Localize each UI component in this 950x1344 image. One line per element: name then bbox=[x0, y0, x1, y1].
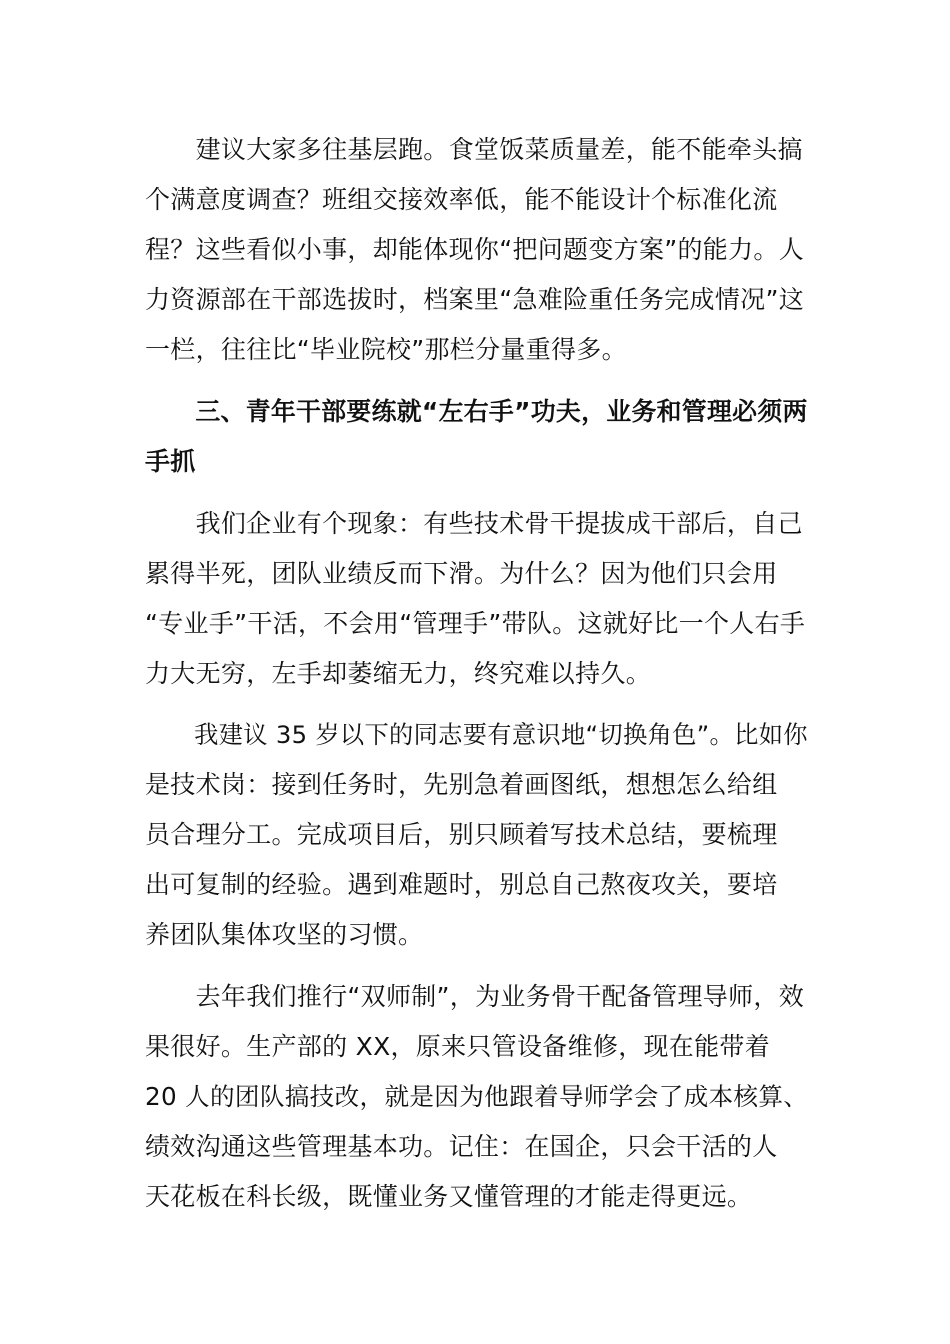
paragraph-2-line-2: 累得半死，团队业绩反而下滑。为什么？因为他们只会用 bbox=[145, 559, 778, 588]
paragraph-4-line-3: 20 人的团队搞技改，就是因为他跟着导师学会了成本核算、 bbox=[145, 1082, 809, 1111]
paragraph-3-line-5: 养团队集体攻坚的习惯。 bbox=[145, 920, 424, 949]
paragraph-2-line-3: “专业手”干活，不会用“管理手”带队。这就好比一个人右手 bbox=[145, 609, 806, 638]
paragraph-4-line-2: 果很好。生产部的 XX，原来只管设备维修，现在能带着 bbox=[145, 1032, 771, 1061]
paragraph-1-line-1: 建议大家多往基层跑。食堂饭菜质量差，能不能牵头搞 bbox=[145, 135, 803, 164]
paragraph-1-line-5: 一栏，往往比“毕业院校”那栏分量重得多。 bbox=[145, 335, 627, 364]
paragraph-4-line-4: 绩效沟通这些管理基本功。记住：在国企，只会干活的人 bbox=[145, 1132, 778, 1161]
paragraph-1-line-3: 程？这些看似小事，却能体现你“把问题变方案”的能力。人 bbox=[145, 235, 805, 264]
paragraph-1-line-4: 力资源部在干部选拔时，档案里“急难险重任务完成情况”这 bbox=[145, 285, 805, 314]
paragraph-4-line-1: 去年我们推行“双师制”，为业务骨干配备管理导师，效 bbox=[145, 982, 805, 1011]
paragraph-3-line-3: 员合理分工。完成项目后，别只顾着写技术总结，要梳理 bbox=[145, 820, 778, 849]
section-heading-line-2: 手抓 bbox=[145, 447, 196, 476]
paragraph-3-line-2: 是技术岗：接到任务时，先别急着画图纸，想想怎么给组 bbox=[145, 770, 778, 799]
paragraph-2-line-4: 力大无穷，左手却萎缩无力，终究难以持久。 bbox=[145, 659, 652, 688]
paragraph-3-line-4: 出可复制的经验。遇到难题时，别总自己熬夜攻关，要培 bbox=[145, 870, 778, 899]
paragraph-4-line-5: 天花板在科长级，既懂业务又懂管理的才能走得更远。 bbox=[145, 1182, 753, 1211]
paragraph-3-line-1: 我建议 35 岁以下的同志要有意识地“切换角色”。比如你 bbox=[145, 720, 808, 749]
section-heading-line-1: 三、青年干部要练就“左右手”功夫，业务和管理必须两 bbox=[145, 397, 808, 426]
paragraph-1-line-2: 个满意度调查？班组交接效率低，能不能设计个标准化流 bbox=[145, 185, 778, 214]
paragraph-2-line-1: 我们企业有个现象：有些技术骨干提拔成干部后，自己 bbox=[145, 509, 803, 538]
